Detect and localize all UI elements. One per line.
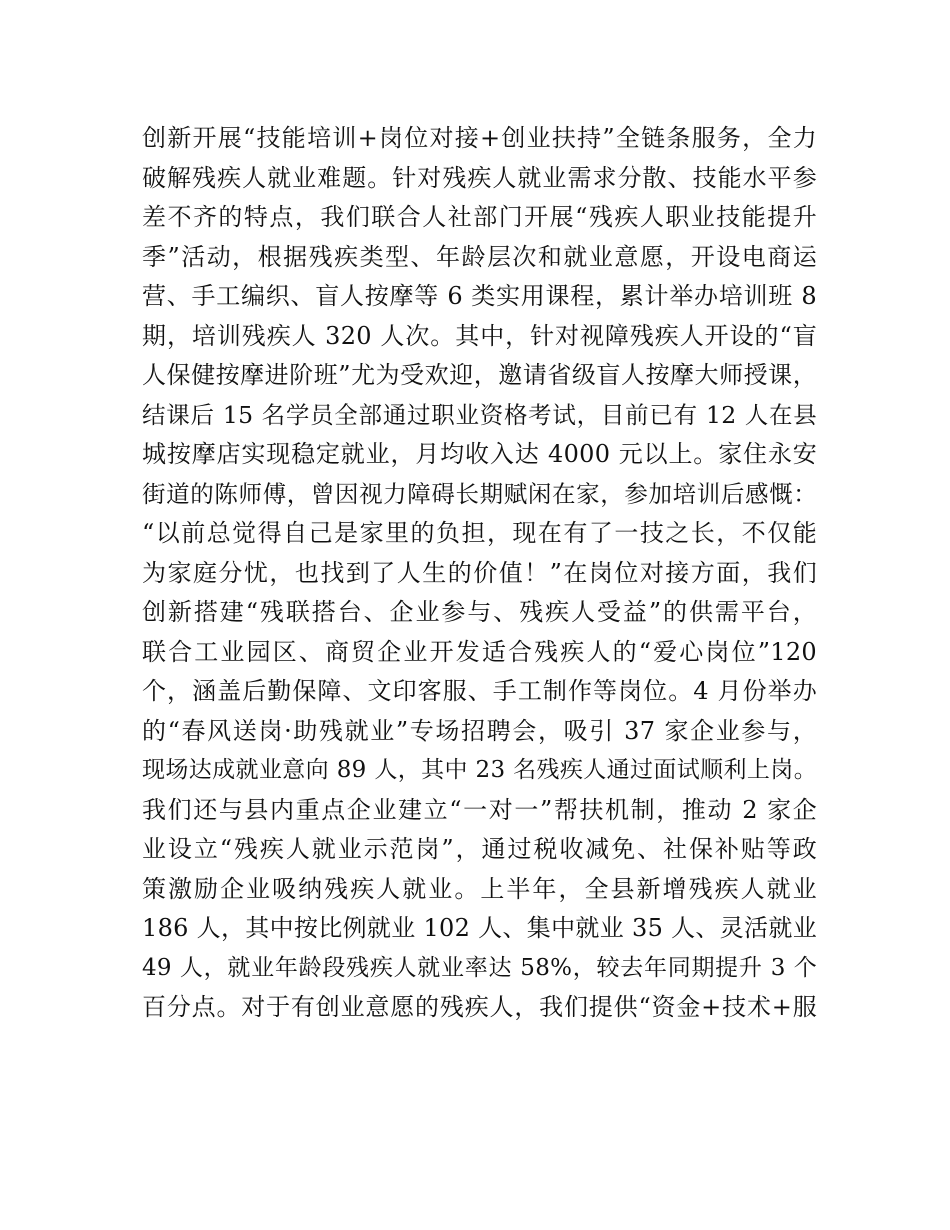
text-line-9: 城按摩店实现稳定就业，月均收入达 4000 元以上。家住永安 <box>142 440 817 468</box>
text-line-11: “以前总觉得自己是家里的负担，现在有了一技之长，不仅能 <box>142 519 817 547</box>
text-line-15: 个，涵盖后勤保障、文印客服、手工制作等岗位。4 月份举办 <box>142 677 817 705</box>
text-line-3: 差不齐的特点，我们联合人社部门开展“残疾人职业技能提升 <box>142 203 817 231</box>
text-line-2: 破解残疾人就业难题。针对残疾人就业需求分散、技能水平参 <box>142 163 817 192</box>
text-line-23: 百分点。对于有创业意愿的残疾人，我们提供“资金+技术+服 <box>142 993 817 1021</box>
text-line-18: 我们还与县内重点企业建立“一对一”帮扶机制，推动 2 家企 <box>142 795 817 824</box>
text-line-19: 业设立“残疾人就业示范岗”，通过税收减免、社保补贴等政 <box>142 835 817 863</box>
text-line-10: 街道的陈师傅，曾因视力障碍长期赋闲在家，参加培训后感慨： <box>142 479 817 508</box>
text-line-6: 期，培训残疾人 320 人次。其中，针对视障残疾人开设的“盲 <box>142 321 817 350</box>
text-line-13: 创新搭建“残联搭台、企业参与、残疾人受益”的供需平台， <box>142 598 817 626</box>
text-line-12: 为家庭分忧，也找到了人生的价值！”在岗位对接方面，我们 <box>142 558 817 587</box>
text-line-21: 186 人，其中按比例就业 102 人、集中就业 35 人、灵活就业 <box>142 914 817 942</box>
text-line-20: 策激励企业吸纳残疾人就业。上半年，全县新增残疾人就业 <box>142 874 817 903</box>
body-paragraph <box>142 119 817 1028</box>
text-line-1: 创新开展“技能培训+岗位对接+创业扶持”全链条服务，全力 <box>142 124 817 152</box>
text-line-17: 现场达成就业意向 89 人，其中 23 名残疾人通过面试顺利上岗。 <box>142 757 817 783</box>
text-line-7: 人保健按摩进阶班”尤为受欢迎，邀请省级盲人按摩大师授课， <box>142 361 817 389</box>
text-line-4: 季”活动，根据残疾类型、年龄层次和就业意愿，开设电商运 <box>142 242 817 271</box>
text-line-8: 结课后 15 名学员全部通过职业资格考试，目前已有 12 人在县 <box>142 400 817 429</box>
text-line-14: 联合工业园区、商贸企业开发适合残疾人的“爱心岗位”120 <box>142 637 817 666</box>
text-line-5: 营、手工编织、盲人按摩等 6 类实用课程，累计举办培训班 8 <box>142 282 817 310</box>
text-line-16: 的“春风送岗·助残就业”专场招聘会，吸引 37 家企业参与， <box>142 716 817 745</box>
text-line-22: 49 人，就业年龄段残疾人就业率达 58%，较去年同期提升 3 个 <box>142 954 817 981</box>
